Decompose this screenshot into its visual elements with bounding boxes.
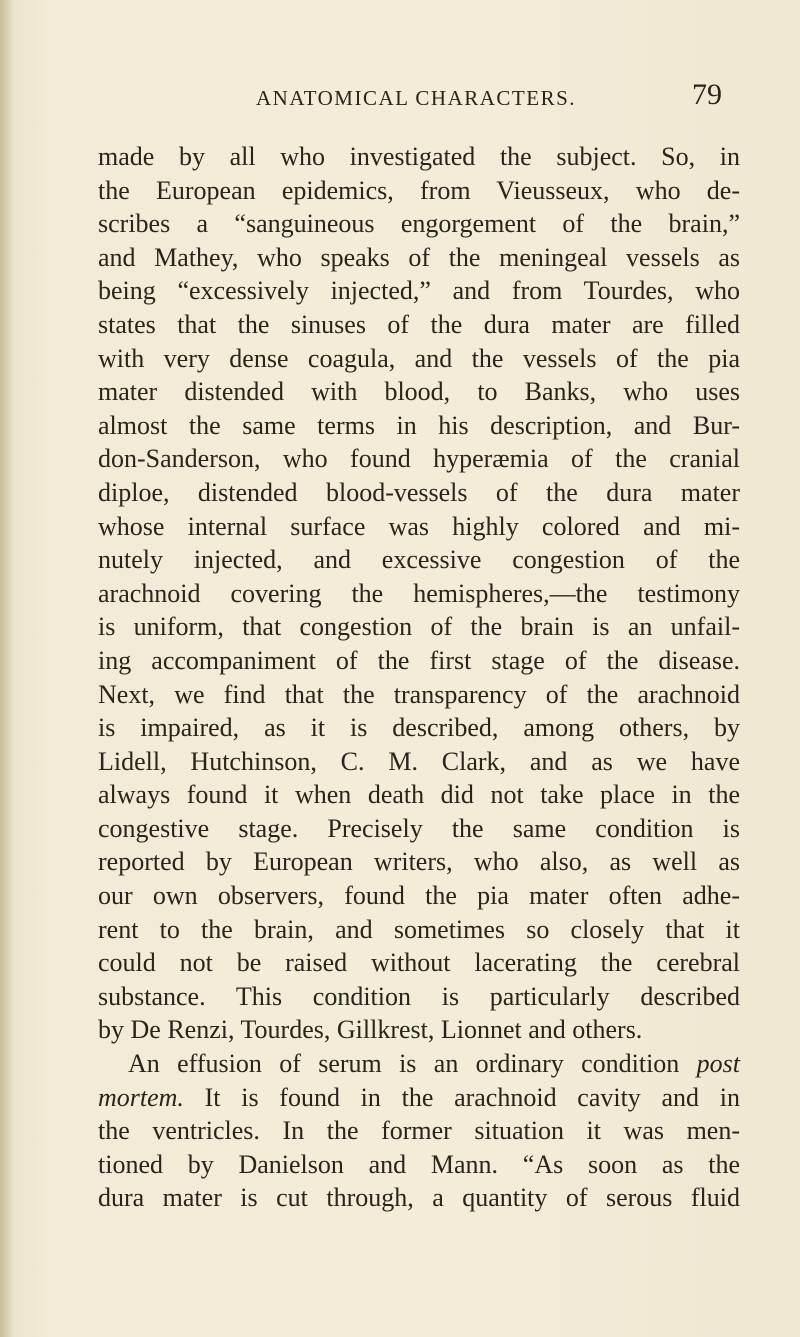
text-line: could not be raised without lacerating the cerebral (98, 948, 740, 978)
text-line: being “excessively injected,” and from Tourdes, who (98, 276, 740, 306)
text-line: made by all who investigated the subject. So, in (98, 142, 740, 171)
text-line: the ventricles. In the former situation it was men- (98, 1116, 740, 1146)
text-line (98, 1047, 740, 1081)
text-line: is impaired, as it is described, among others, by (98, 713, 740, 743)
text-line: whose internal surface was highly colored and mi- (98, 511, 740, 541)
running-head: ANATOMICAL CHARACTERS. (256, 86, 577, 110)
text-line: Next, we find that the transparency of the arachnoid (98, 679, 740, 709)
text-line: Lidell, Hutchinson, C. M. Clark, and as we have (98, 746, 740, 776)
text-line: almost the same terms in his description, and Bur- (98, 410, 740, 440)
body-text (98, 140, 740, 1215)
text-line: nutely injected, and excessive congestion of the (98, 545, 740, 575)
text-line: by De Renzi, Tourdes, Gillkrest, Lionnet and others. (98, 1015, 643, 1045)
italic-text: mortem. (98, 1082, 184, 1112)
text-line: diploe, distended blood-vessels of the dura mater (98, 477, 740, 507)
text-run: An effusion of serum is an ordinary condition (128, 1049, 697, 1079)
text-line: tioned by Danielson and Mann. “As soon as the (98, 1149, 740, 1179)
text-line: congestive stage. Precisely the same condition is (98, 813, 740, 843)
text-line: our own observers, found the pia mater often adhe- (98, 881, 740, 911)
text-line: reported by European writers, who also, as well as (98, 847, 740, 877)
text-line: substance. This condition is particularly described (98, 981, 740, 1011)
italic-text: post (696, 1049, 740, 1079)
text-line: arachnoid covering the hemispheres,—the testimony (98, 578, 740, 608)
text-line: ing accompaniment of the first stage of the disease. (98, 645, 740, 675)
text-line (98, 1081, 740, 1115)
text-run: It is found in the arachnoid cavity and in (183, 1082, 740, 1112)
text-line: states that the sinuses of the dura mater are filled (98, 309, 740, 339)
page-gutter-shadow (0, 0, 14, 1337)
text-line: mater distended with blood, to Banks, who uses (98, 377, 740, 407)
text-line: rent to the brain, and sometimes so closely that it (98, 914, 740, 944)
text-line: always found it when death did not take place in the (98, 780, 740, 810)
text-line: dura mater is cut through, a quantity of serous fluid (98, 1183, 740, 1213)
page-header (256, 78, 722, 120)
text-line: with very dense coagula, and the vessels of the pia (98, 343, 740, 373)
text-line: the European epidemics, from Vieusseux, who de- (98, 175, 740, 205)
text-line: is uniform, that congestion of the brain is an unfail- (98, 612, 740, 642)
text-line: don-Sanderson, who found hyperæmia of the cranial (98, 444, 740, 474)
page-number: 79 (692, 78, 722, 111)
text-line: and Mathey, who speaks of the meningeal vessels as (98, 242, 740, 272)
text-line: scribes a “sanguineous engorgement of the brain,” (98, 209, 740, 239)
